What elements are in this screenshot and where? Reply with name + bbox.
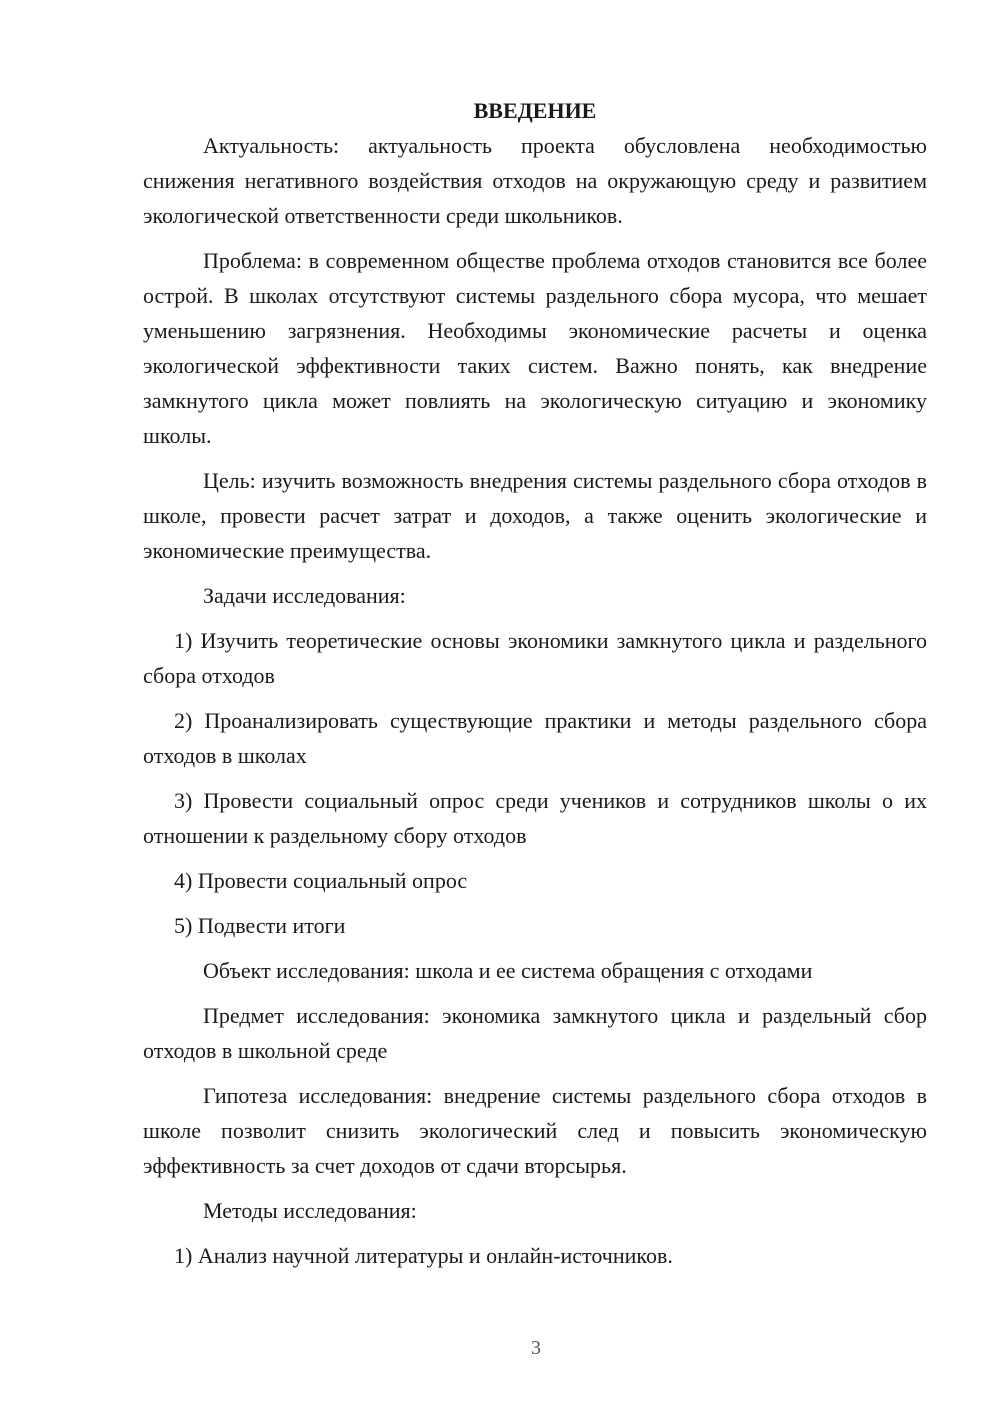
methods-heading: Методы исследования: xyxy=(203,1198,417,1223)
task-item-5: 5) Подвести итоги xyxy=(174,913,346,938)
document-page xyxy=(143,94,927,1283)
paragraph-object: Объект исследования: школа и ее система обращения с отходами xyxy=(203,958,813,983)
task-item-3: 3) Провести социальный опрос среди учеников и сотрудников школы о их отношении к раздельному сбору отходов xyxy=(143,788,927,848)
paragraph-subject: Предмет исследования: экономика замкнутого цикла и раздельный сбор отходов в школьной среде xyxy=(143,1003,927,1063)
task-item-2: 2) Проанализировать существующие практики и методы раздельного сбора отходов в школах xyxy=(143,708,927,768)
task-item-4: 4) Провести социальный опрос xyxy=(174,868,468,893)
task-item-1: 1) Изучить теоретические основы экономики замкнутого цикла и раздельного сбора отходов xyxy=(143,628,927,688)
section-title: ВВЕДЕНИЕ xyxy=(473,98,597,123)
paragraph-hypothesis: Гипотеза исследования: внедрение системы раздельного сбора отходов в школе позволит снизить экологический след и повысить экономическую эффективность за счет доходов от сдачи вторсырья. xyxy=(143,1083,927,1178)
paragraph-goal: Цель: изучить возможность внедрения системы раздельного сбора отходов в школе, провести расчет затрат и доходов, а также оценить экологические и экономические преимущества. xyxy=(143,468,927,563)
tasks-heading: Задачи исследования: xyxy=(203,583,406,608)
method-item-1: 1) Анализ научной литературы и онлайн-источников. xyxy=(174,1243,673,1268)
page-number: 3 xyxy=(531,1337,541,1359)
paragraph-relevance: Актуальность: актуальность проекта обусловлена необходимостью снижения негативного воздействия отходов на окружающую среду и развитием экологической ответственности среди школьников. xyxy=(143,133,927,228)
paragraph-problem: Проблема: в современном обществе проблема отходов становится все более острой. В школах отсутствуют системы раздельного сбора мусора, что мешает уменьшению загрязнения. Необходимы экономические расчеты и оценка экологической эффективности таких систем. Важно понять, как внедрение замкнутого цикла может повлиять на экологическую ситуацию и экономику школы. xyxy=(143,248,927,448)
